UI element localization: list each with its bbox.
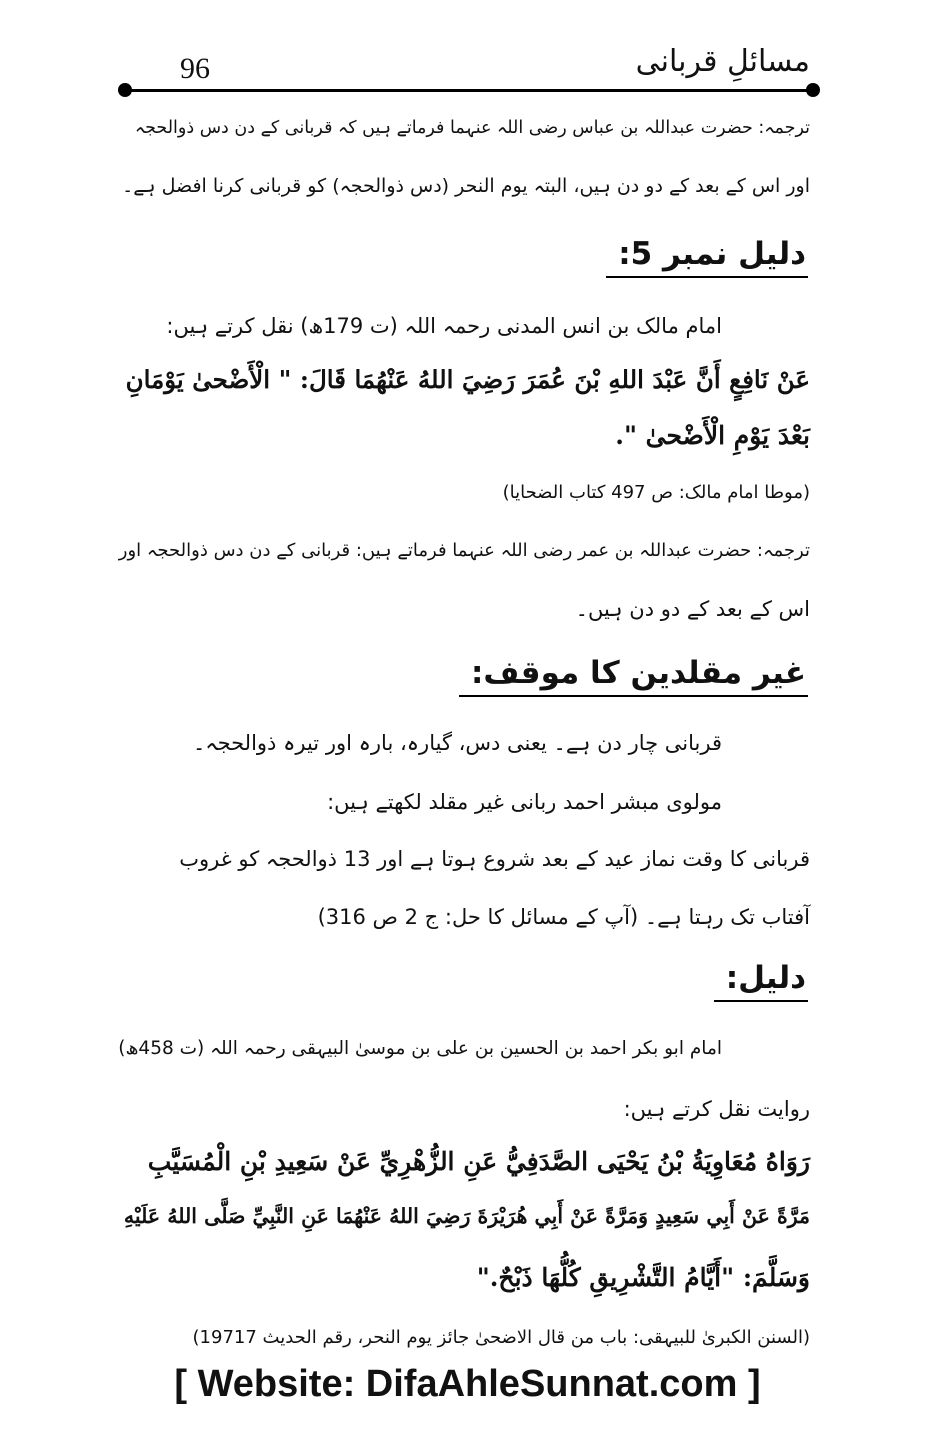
narrator-intro-1: امام مالک بن انس المدنی رحمہ اللہ (ت 179ھ) نقل کرتے ہیں:: [166, 314, 722, 338]
arabic-hadith-1-line-2: بَعْدَ يَوْمِ الْأَضْحىٰ ".: [615, 421, 810, 450]
reference-1: (موطا امام مالک: ص 497 کتاب الضحایا): [502, 482, 810, 503]
narrator-intro-2-line-1: امام ابو بکر احمد بن الحسین بن علی بن موسیٰ البیہقی رحمہ اللہ (ت 458ھ): [118, 1038, 722, 1059]
arabic-hadith-2-line-1: رَوَاهُ مُعَاوِيَةُ بْنُ يَحْيَى الصَّدَفِيُّ عَنِ الزُّهْرِيِّ عَنْ سَعِيدِ بْنِ الْمُسَيَّبِ: [147, 1147, 810, 1176]
quote-intro: مولوی مبشر احمد ربانی غیر مقلد لکھتے ہیں:: [327, 790, 722, 814]
section-heading-position: [459, 655, 808, 697]
quote-line-1: قربانی کا وقت نماز عید کے بعد شروع ہوتا ہے اور 13 ذوالحجہ کو غروب: [179, 847, 810, 871]
position-statement: قربانی چار دن ہے۔ یعنی دس، گیارہ، بارہ اور تیرہ ذوالحجہ۔: [192, 731, 722, 755]
page-number: 96: [180, 52, 210, 85]
reference-2: (السنن الکبریٰ للبیہقی: باب من قال الاضحیٰ جائز یوم النحر، رقم الحدیث 19717): [192, 1327, 810, 1348]
arabic-hadith-2-line-2: مَرَّةً عَنْ أَبِي سَعِيدٍ وَمَرَّةً عَنْ أَبِي هُرَيْرَةَ رَضِيَ اللهُ عَنْهُمَا عَنِ النَّبِيِّ صَلَّى اللهُ عَلَيْهِ: [123, 1204, 810, 1228]
section-heading-daleel-5-text: دلیل نمبر 5:: [606, 236, 808, 278]
arabic-hadith-1-line-1: عَنْ نَافِعٍ أَنَّ عَبْدَ اللهِ بْنَ عُمَرَ رَضِيَ اللهُ عَنْهُمَا قَالَ: " الْأَضْحىٰ يَوْمَانِ: [125, 365, 810, 394]
website-banner: [ Website: DifaAhleSunnat.com ]: [174, 1363, 761, 1405]
narrator-intro-2-line-2: روایت نقل کرتے ہیں:: [623, 1097, 810, 1121]
header-rule-dot-right: [806, 83, 820, 97]
running-title: مسائلِ قربانی: [635, 44, 810, 79]
section-heading-daleel-5: [606, 236, 808, 278]
translation-2-line-2: اس کے بعد کے دو دن ہیں۔: [575, 597, 810, 621]
section-heading-daleel-text: دلیل:: [714, 960, 808, 1002]
quote-line-2: آفتاب تک رہتا ہے۔ (آپ کے مسائل کا حل: ج 2 ص 316): [317, 905, 810, 929]
translation-1-line-1: ترجمہ: حضرت عبداللہ بن عباس رضی اللہ عنہما فرماتے ہیں کہ قربانی کے دن دس ذوالحجہ: [134, 118, 810, 138]
section-heading-position-text: غیر مقلدین کا موقف:: [459, 655, 808, 697]
translation-1-line-2: اور اس کے بعد کے دو دن ہیں، البتہ یوم النحر (دس ذوالحجہ) کو قربانی کرنا افضل ہے۔: [122, 175, 810, 197]
translation-2-line-1: ترجمہ: حضرت عبداللہ بن عمر رضی اللہ عنہما فرماتے ہیں: قربانی کے دن دس ذوالحجہ اور: [118, 540, 810, 561]
section-heading-daleel: [714, 960, 808, 1002]
header-rule: [124, 89, 812, 92]
header-rule-dot-left: [118, 83, 132, 97]
arabic-hadith-2-line-3: وَسَلَّمَ: "أَيَّامُ التَّشْرِيقِ كُلُّهَا ذَبْحٌ.": [476, 1263, 810, 1292]
